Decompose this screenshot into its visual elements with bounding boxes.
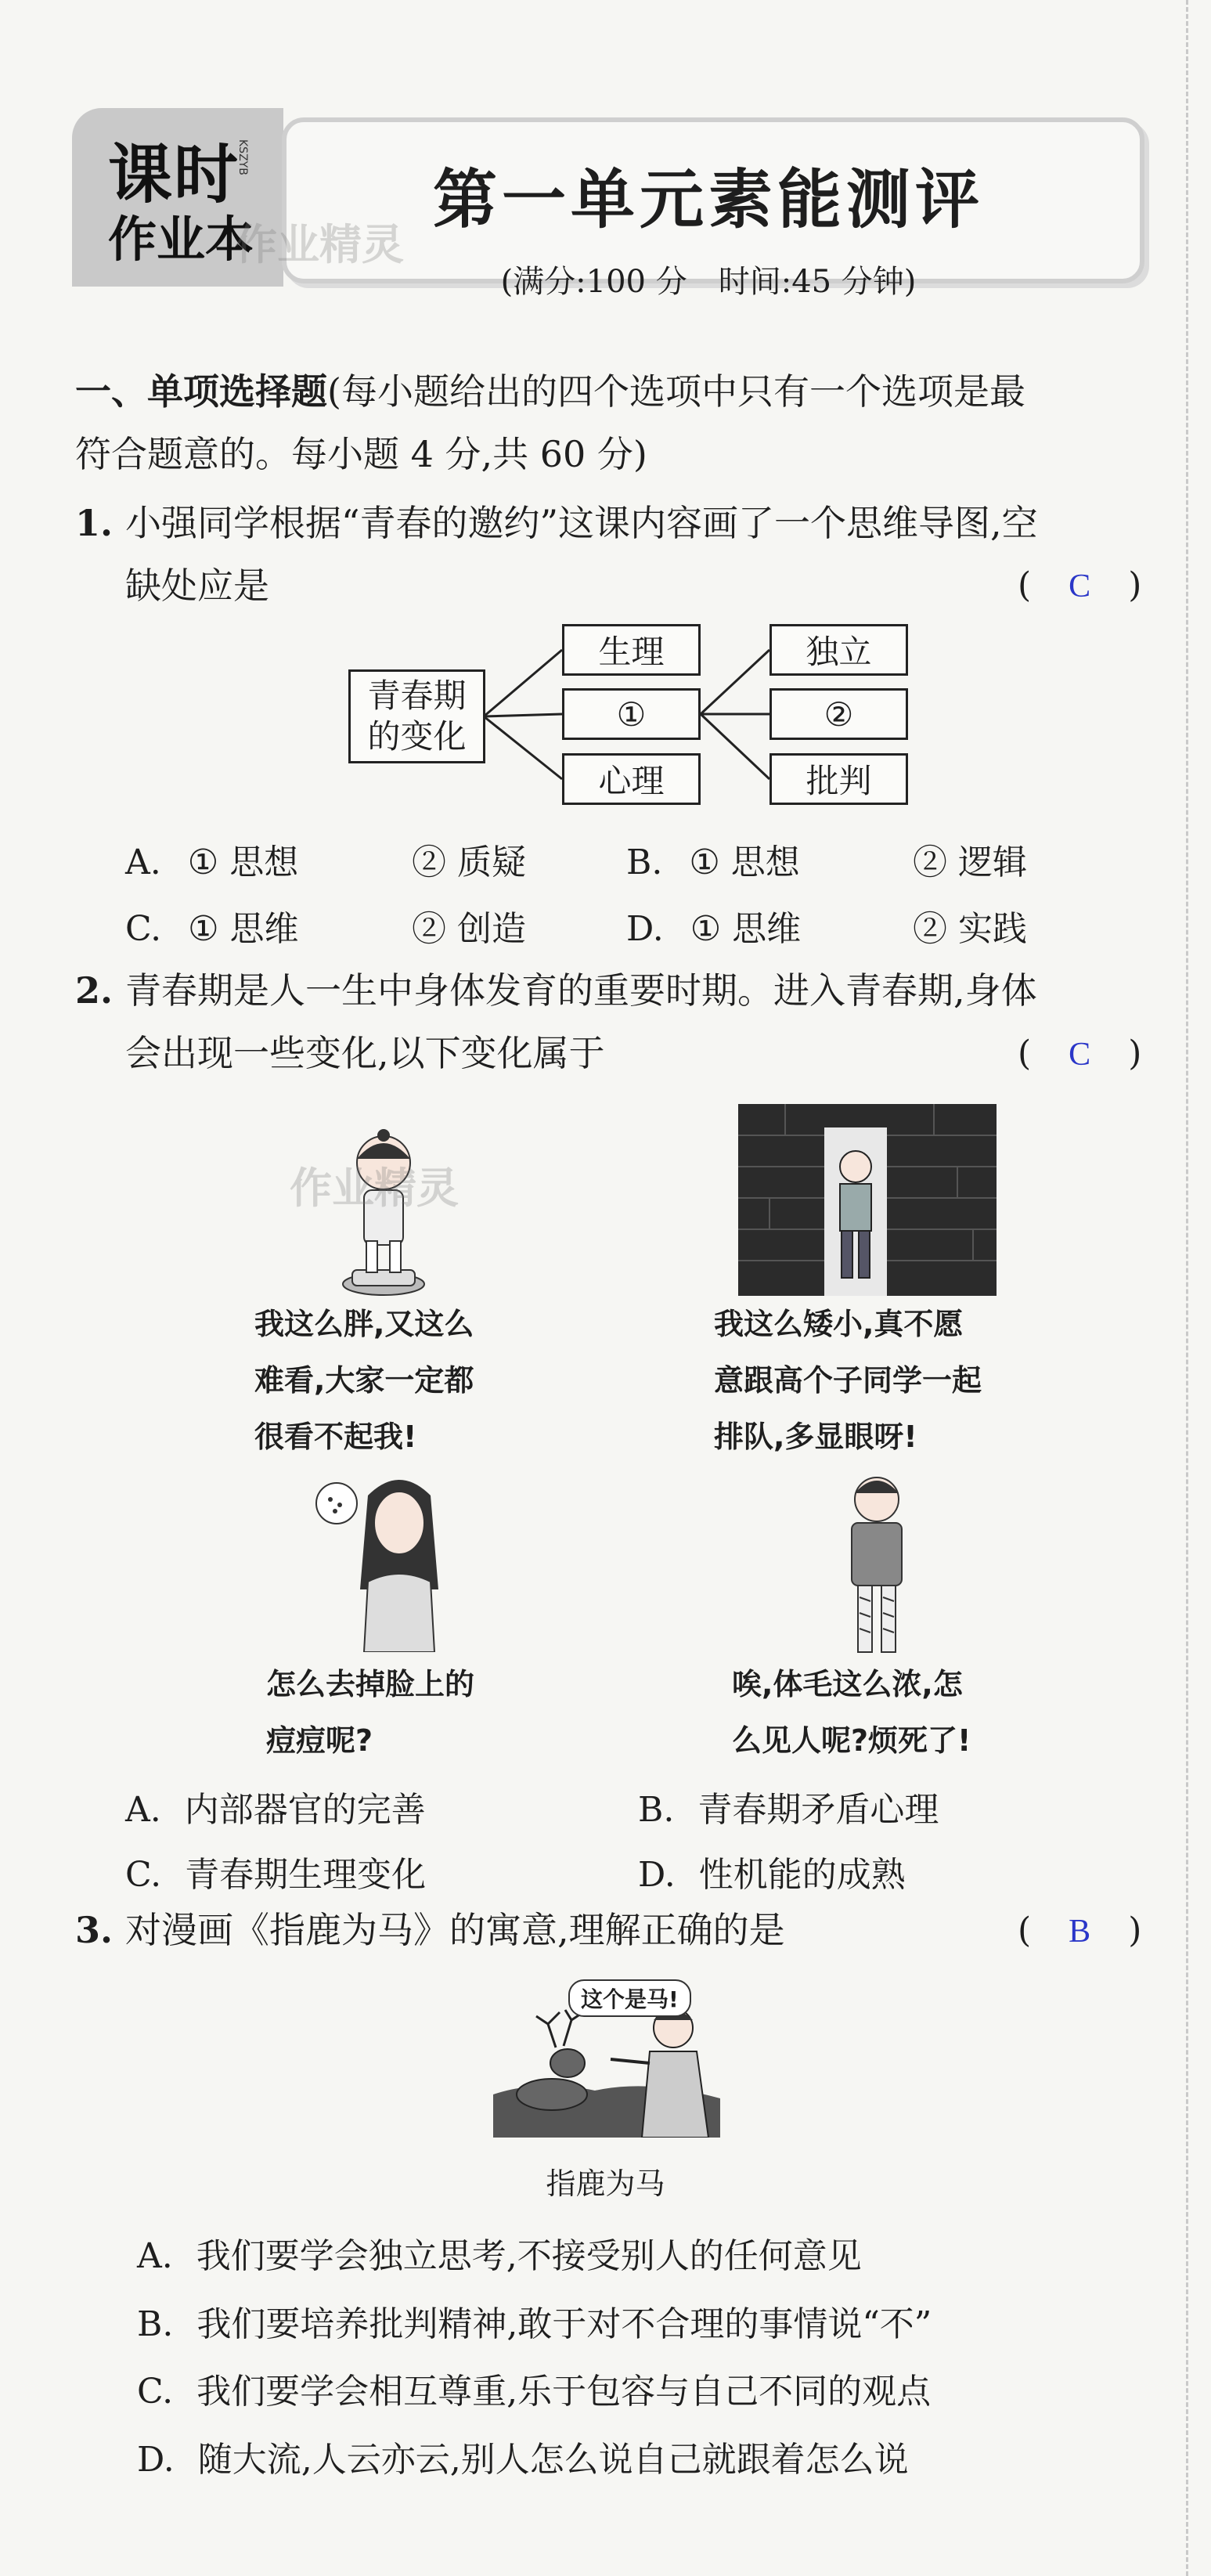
q2-line2: 会出现一些变化,以下变化属于 (125, 1032, 605, 1074)
q2-caption-br (732, 1656, 971, 1769)
q1-answer: C (1069, 568, 1091, 604)
badge-line1: 课时 (108, 138, 240, 212)
paren-open: ( (1018, 565, 1032, 605)
hairy-boy-illustration (830, 1468, 924, 1656)
option-letter: B. (638, 1790, 675, 1830)
q2-option-d (638, 1846, 906, 1896)
option-letter: C. (125, 909, 162, 949)
option-text: 性机能的成熟 (698, 1855, 906, 1895)
caption-line: 意跟高个子同学一起 (714, 1363, 982, 1398)
caption-line: 排队,多显眼呀! (714, 1420, 917, 1454)
mind-map-node-psychology: 心理 (562, 753, 701, 805)
page-title: 第一单元素能测评 (432, 162, 984, 237)
option-letter: C. (137, 2372, 174, 2412)
caption-line: 很看不起我! (254, 1420, 417, 1454)
q1-line2: 缺处应是 (125, 565, 269, 607)
caption-line: 唉,体毛这么浓,怎 (732, 1667, 963, 1701)
q3-answer: B (1069, 1914, 1091, 1950)
option-part-b: ② 逻辑 (913, 842, 1027, 882)
q2-answer: C (1069, 1037, 1091, 1073)
mind-map-node-blank2: ② (769, 688, 908, 740)
paren-close: ) (1128, 1034, 1142, 1073)
watermark-logo: 作业精灵 (290, 1164, 459, 1213)
section-intro-line2: 符合题意的。每小题 4 分,共 60 分) (75, 433, 647, 475)
q2-option-a (125, 1781, 426, 1831)
option-letter: A. (125, 842, 161, 882)
option-text: 随大流,人云亦云,别人怎么说自己就跟着怎么说 (197, 2440, 909, 2480)
paren-close: ) (1128, 1910, 1142, 1950)
q2-caption-bl (266, 1656, 474, 1769)
caption-line: 怎么去掉脸上的 (266, 1667, 475, 1701)
page-subtitle: (满分:100 分 时间:45 分钟) (500, 264, 917, 300)
paren-close: ) (1128, 565, 1142, 605)
root-line1: 青春期 (367, 676, 467, 715)
mind-map-node-critical: 批判 (769, 753, 908, 805)
option-letter: B. (137, 2304, 174, 2344)
short-boy-wall-illustration (738, 1104, 997, 1296)
q2-option-b (638, 1781, 939, 1831)
badge-side-text: KSZYB (236, 139, 249, 175)
q1-option-b (626, 834, 1027, 884)
option-letter: A. (137, 2236, 173, 2276)
q3-option-c (137, 2363, 931, 2413)
q3-option-d (137, 2431, 909, 2481)
option-part-a: ① 思维 (188, 909, 299, 949)
q2-caption-tl (254, 1296, 474, 1465)
caption-line: 么见人呢?烦死了! (732, 1723, 971, 1758)
option-text: 我们要学会独立思考,不接受别人的任何意见 (196, 2236, 862, 2276)
option-letter: C. (125, 1855, 162, 1895)
option-letter: B. (626, 842, 663, 882)
paren-open: ( (1018, 1034, 1032, 1073)
section-heading: 一、单项选择题 (75, 370, 327, 413)
q1-option-d (626, 900, 1027, 951)
option-text: 我们要培养批判精神,敢于对不合理的事情说“不” (196, 2304, 932, 2344)
watermark-logo: 作业精灵 (235, 220, 404, 269)
speech-bubble: 这个是马! (568, 1979, 691, 2017)
q1-option-a (125, 834, 526, 884)
option-part-b: ② 质疑 (412, 842, 526, 882)
mind-map-root (348, 669, 485, 763)
q3-figure-caption: 指鹿为马 (546, 2167, 665, 2201)
option-letter: D. (626, 909, 664, 949)
caption-line: 痘痘呢? (266, 1723, 373, 1758)
option-part-a: ① 思想 (187, 842, 299, 882)
q3-answer-paren (1018, 1910, 1141, 1950)
q3-option-a (137, 2228, 862, 2278)
q1-number: 1. (75, 502, 114, 544)
q3-line1: 对漫画《指鹿为马》的寓意,理解正确的是 (125, 1909, 785, 1951)
option-letter: A. (125, 1790, 161, 1830)
option-part-b: ② 创造 (412, 909, 526, 949)
option-part-b: ② 实践 (913, 909, 1027, 949)
q1-option-c (125, 900, 526, 951)
badge-line2: 作业本 (108, 211, 254, 268)
q3-option-b (137, 2296, 932, 2346)
q2-caption-tr (714, 1296, 982, 1465)
section-intro-line1: (每小题给出的四个选项中只有一个选项是最 (327, 370, 1025, 413)
option-part-a: ① 思维 (690, 909, 802, 949)
caption-line: 难看,大家一定都 (254, 1363, 474, 1398)
mind-map-node-physiology: 生理 (562, 624, 701, 676)
q2-number: 2. (75, 969, 114, 1012)
mind-map-node-independent: 独立 (769, 624, 908, 676)
option-text: 我们要学会相互尊重,乐于包容与自己不同的观点 (196, 2372, 932, 2412)
q2-line1: 青春期是人一生中身体发育的重要时期。进入青春期,身体 (125, 969, 1037, 1012)
q2-answer-paren (1018, 1034, 1141, 1073)
option-text: 内部器官的完善 (184, 1790, 426, 1830)
section-heading-line (75, 360, 1140, 423)
option-text: 青春期矛盾心理 (697, 1790, 939, 1830)
root-line2: 的变化 (367, 717, 467, 756)
q2-option-c (125, 1846, 426, 1896)
caption-line: 我这么矮小,真不愿 (714, 1307, 964, 1341)
caption-line: 我这么胖,又这么 (254, 1307, 474, 1341)
girl-with-acne-illustration (313, 1464, 454, 1652)
paren-open: ( (1018, 1910, 1032, 1950)
q3-number: 3. (75, 1909, 114, 1951)
option-text: 青春期生理变化 (185, 1855, 427, 1895)
q1-line1: 小强同学根据“青春的邀约”这课内容画了一个思维导图,空 (125, 502, 1038, 544)
mind-map-node-blank1: ① (562, 688, 701, 740)
q1-answer-paren (1018, 565, 1141, 605)
option-letter: D. (638, 1855, 676, 1895)
option-letter: D. (137, 2440, 175, 2480)
option-part-a: ① 思想 (689, 842, 800, 882)
